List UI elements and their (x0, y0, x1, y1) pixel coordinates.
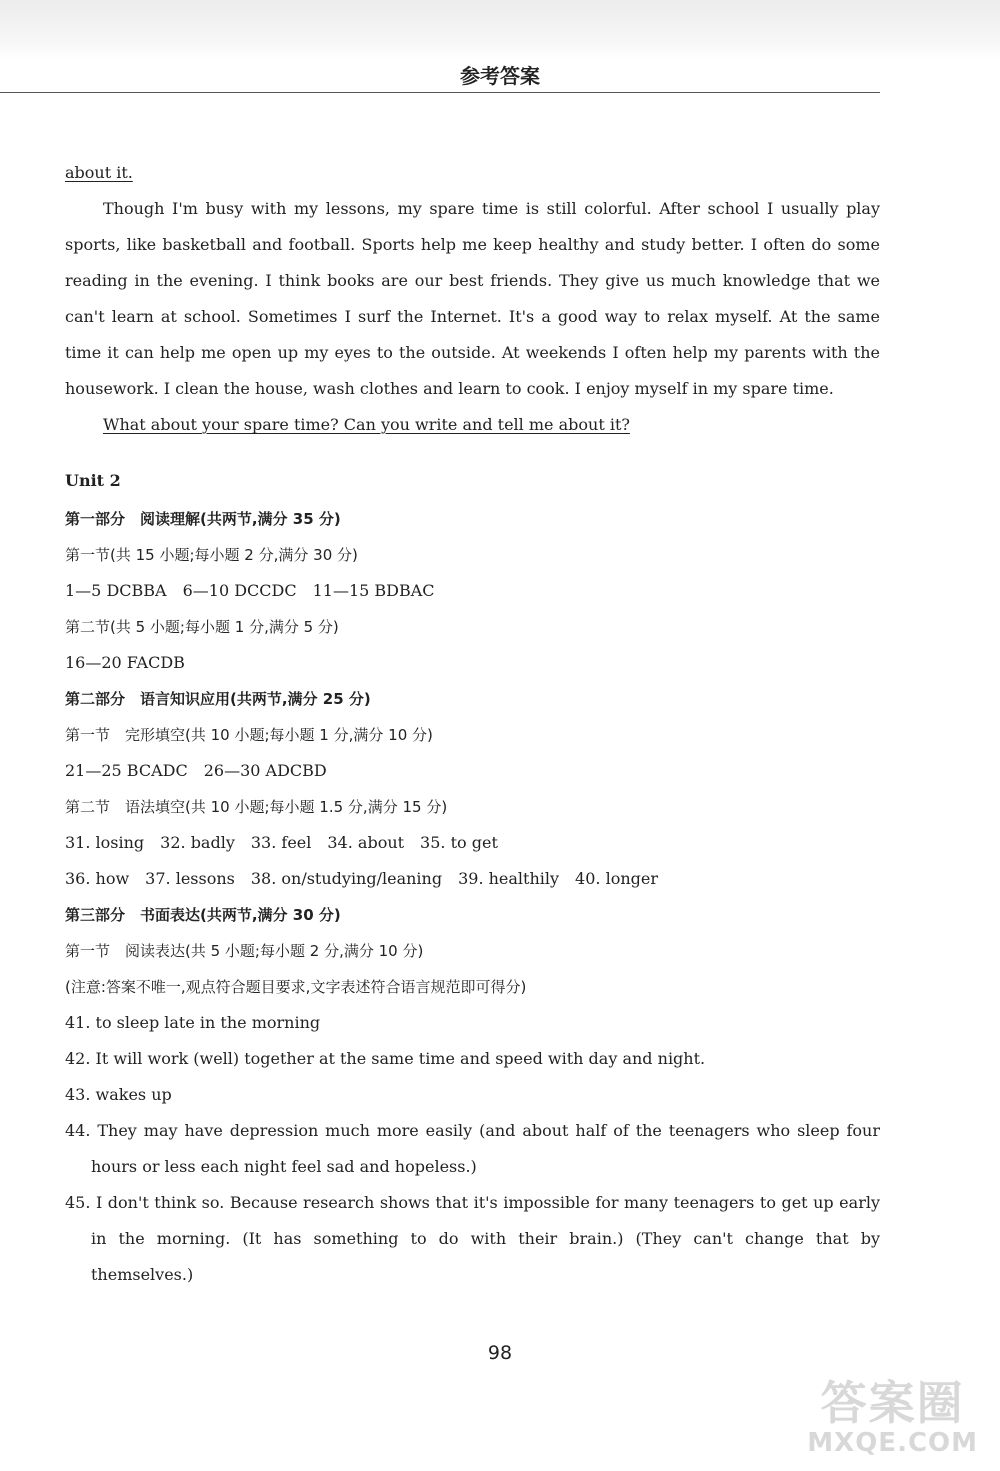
answer-line: 42. It will work (well) together at the same time and speed with day and night. (65, 1049, 706, 1068)
essay-closing (65, 407, 880, 443)
answer-line: 16—20 FACDB (65, 653, 185, 672)
answer-line: 41. to sleep late in the morning (65, 1013, 321, 1032)
page-number: 98 (487, 1342, 513, 1364)
scan-top-band (0, 0, 1000, 60)
watermark-main: 答案圈 (820, 1376, 965, 1430)
essay-line: sports, like basketball and football. Sports help me keep healthy and study better. I often do some (65, 235, 880, 254)
essay-intro (65, 155, 880, 191)
part-heading: 第三部分 书面表达(共两节,满分 30 分) (65, 906, 341, 924)
watermark-logo (807, 1377, 978, 1457)
note-line: (注意:答案不唯一,观点符合题目要求,文字表述符合语言规范即可得分) (65, 978, 527, 996)
essay-line: reading in the evening. I think books are our best friends. They give us much knowledge that we (65, 271, 880, 290)
essay-line: can't learn at school. Sometimes I surf the Internet. It's a good way to relax myself. At the same (65, 307, 880, 326)
answer-line: 44. They may have depression much more easily (and about half of the teenagers who sleep four (65, 1121, 880, 1140)
answer-line-continued: themselves.) (91, 1265, 194, 1284)
part-heading: 第一部分 阅读理解(共两节,满分 35 分) (65, 510, 341, 528)
page-content (65, 155, 880, 1293)
header-divider (0, 92, 880, 93)
essay-line: time it can help me open up my eyes to the outside. At weekends I often help my parents with the (65, 343, 880, 362)
answer-line-continued: in the morning. (It has something to do with their brain.) (They can't change that by (91, 1229, 880, 1248)
answer-line: 36. how 37. lessons 38. on/studying/leaning 39. healthily 40. longer (65, 869, 658, 888)
answer-line: 31. losing 32. badly 33. feel 34. about 35. to get (65, 833, 498, 852)
answer-line: 21—25 BCADC 26—30 ADCBD (65, 761, 327, 780)
unit-heading: Unit 2 (65, 471, 121, 490)
answer-line: 1—5 DCBBA 6—10 DCCDC 11—15 BDBAC (65, 581, 435, 600)
answer-line-continued: hours or less each night feel sad and hopeless.) (91, 1157, 477, 1176)
essay-line: housework. I clean the house, wash clothes and learn to cook. I enjoy myself in my spare time. (65, 379, 834, 398)
essay-intro-text: about it. (65, 163, 133, 182)
section-heading: 第一节(共 15 小题;每小题 2 分,满分 30 分) (65, 546, 358, 564)
page-header-title: 参考答案 (460, 64, 540, 88)
essay-closing-text: What about your spare time? Can you write and tell me about it? (103, 415, 630, 434)
part-heading: 第二部分 语言知识应用(共两节,满分 25 分) (65, 690, 371, 708)
essay-line: Though I'm busy with my lessons, my spare time is still colorful. After school I usually play (103, 199, 880, 218)
answer-line: 45. I don't think so. Because research shows that it's impossible for many teenagers to get up early (65, 1193, 880, 1212)
section-heading: 第一节 完形填空(共 10 小题;每小题 1 分,满分 10 分) (65, 726, 433, 744)
answer-line: 43. wakes up (65, 1085, 172, 1104)
section-heading: 第二节(共 5 小题;每小题 1 分,满分 5 分) (65, 618, 339, 636)
watermark-url: MXQE.COM (807, 1428, 978, 1458)
section-heading: 第一节 阅读表达(共 5 小题;每小题 2 分,满分 10 分) (65, 942, 424, 960)
section-heading: 第二节 语法填空(共 10 小题;每小题 1.5 分,满分 15 分) (65, 798, 448, 816)
